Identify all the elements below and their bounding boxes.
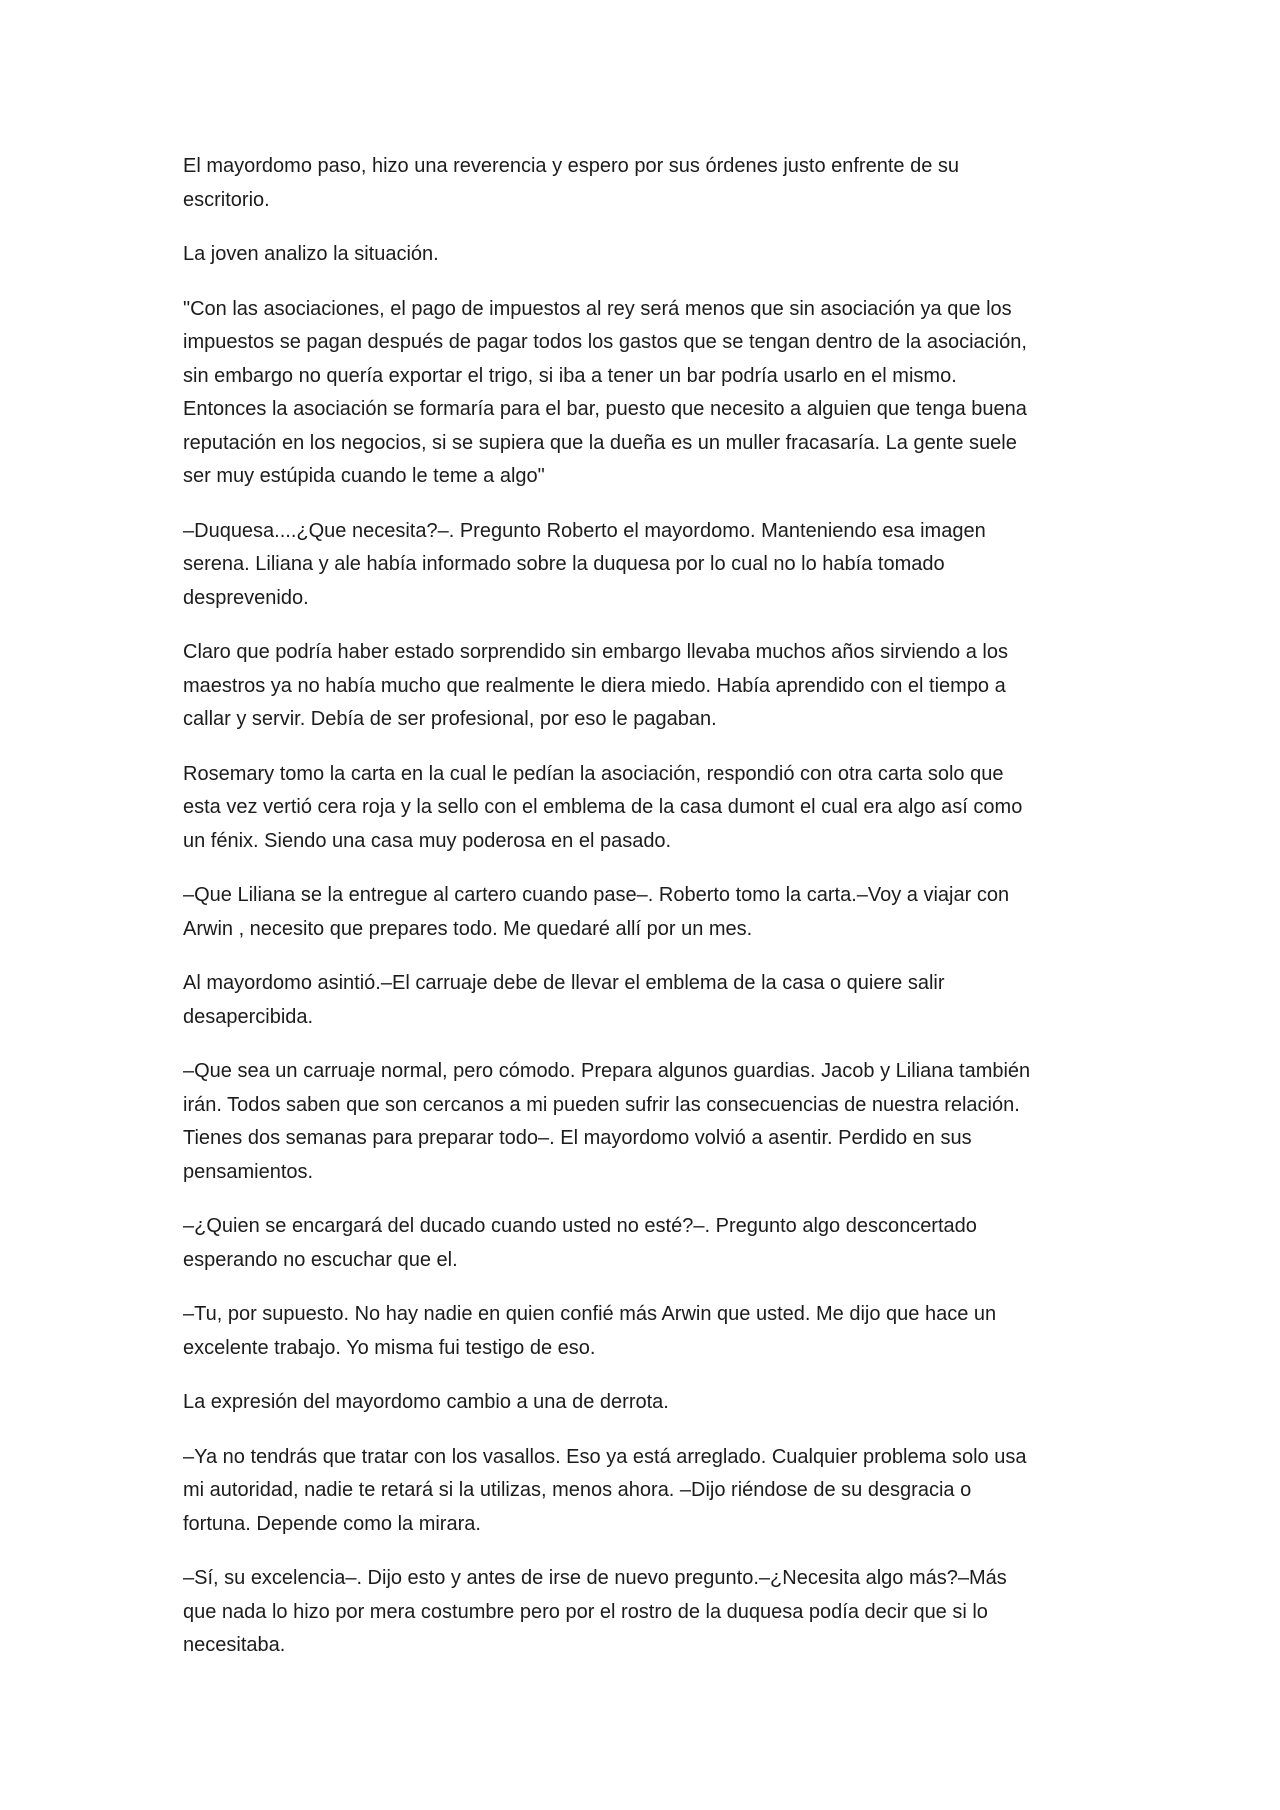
text-line: –Que sea un carruaje normal, pero cómodo. Prepara algunos guardias. Jacob y Liliana también xyxy=(183,1060,1031,1082)
text-line: desapercibida. xyxy=(183,1005,314,1028)
paragraph xyxy=(183,293,1087,494)
text-line: Entonces la asociación se formaría para el bar, puesto que necesito a alguien que tenga buena xyxy=(183,398,1027,420)
text-line: escritorio. xyxy=(183,188,270,211)
text-line: serena. Liliana y ale había informado sobre la duquesa por lo cual no lo había tomado xyxy=(183,553,945,575)
paragraph xyxy=(183,1441,1087,1542)
paragraph xyxy=(183,636,1087,737)
paragraph xyxy=(183,879,1087,946)
paragraph xyxy=(183,1562,1087,1663)
text-line: esta vez vertió cera roja y la sello con el emblema de la casa dumont el cual era algo así como xyxy=(183,796,1023,818)
text-line: –¿Quien se encargará del ducado cuando usted no esté?–. Pregunto algo desconcertado xyxy=(183,1215,977,1237)
paragraph xyxy=(183,1210,1087,1277)
text-line: Claro que podría haber estado sorprendido sin embargo llevaba muchos años sirviendo a los xyxy=(183,641,1008,663)
text-line: Tienes dos semanas para preparar todo–. El mayordomo volvió a asentir. Perdido en sus xyxy=(183,1127,972,1149)
text-line: –Ya no tendrás que tratar con los vasallos. Eso ya está arreglado. Cualquier problema solo usa xyxy=(183,1445,1027,1468)
text-line: sin embargo no quería exportar el trigo, si iba a tener un bar podría usarlo en el mismo. xyxy=(183,364,957,387)
paragraph xyxy=(183,1386,1087,1420)
text-line: un fénix. Siendo una casa muy poderosa en el pasado. xyxy=(183,829,672,852)
text-line: El mayordomo paso, hizo una reverencia y espero por sus órdenes justo enfrente de su xyxy=(183,155,959,177)
paragraph xyxy=(183,967,1087,1034)
text-line: mi autoridad, nadie te retará si la utilizas, menos ahora. –Dijo riéndose de su desgracia o xyxy=(183,1479,972,1501)
text-line: maestros ya no había mucho que realmente le diera miedo. Había aprendido con el tiempo a xyxy=(183,674,1006,697)
paragraph xyxy=(183,150,1087,217)
text-line: Arwin , necesito que prepares todo. Me quedaré allí por un mes. xyxy=(183,917,753,940)
paragraph xyxy=(183,1055,1087,1189)
text-line: –Duquesa....¿Que necesita?–. Pregunto Roberto el mayordomo. Manteniendo esa imagen xyxy=(183,519,986,542)
text-line: ser muy estúpida cuando le teme a algo" xyxy=(183,465,545,487)
text-line: fortuna. Depende como la mirara. xyxy=(183,1512,481,1535)
text-line: irán. Todos saben que son cercanos a mi pueden sufrir las consecuencias de nuestra relación. xyxy=(183,1093,1020,1116)
text-line: esperando no escuchar que el. xyxy=(183,1248,458,1271)
text-line: impuestos se pagan después de pagar todos los gastos que se tengan dentro de la asociación, xyxy=(183,331,1027,353)
paragraph xyxy=(183,238,1087,272)
text-line: pensamientos. xyxy=(183,1160,314,1183)
text-line: reputación en los negocios, si se supiera que la dueña es un muller fracasaría. La gente suele xyxy=(183,431,1017,454)
text-line: –Sí, su excelencia–. Dijo esto y antes de irse de nuevo pregunto.–¿Necesita algo más?–Más xyxy=(183,1567,1007,1589)
text-line: La joven analizo la situación. xyxy=(183,243,439,265)
text-line: Al mayordomo asintió.–El carruaje debe de llevar el emblema de la casa o quiere salir xyxy=(183,972,945,994)
text-line: Rosemary tomo la carta en la cual le pedían la asociación, respondió con otra carta solo que xyxy=(183,762,1004,785)
text-line: –Tu, por supuesto. No hay nadie en quien confié más Arwin que usted. Me dijo que hace un xyxy=(183,1303,997,1325)
text-line: desprevenido. xyxy=(183,586,309,609)
text-line: "Con las asociaciones, el pago de impuestos al rey será menos que sin asociación ya que los xyxy=(183,297,1012,320)
text-line: que nada lo hizo por mera costumbre pero por el rostro de la duquesa podía decir que si lo xyxy=(183,1600,988,1623)
text-line: –Que Liliana se la entregue al cartero cuando pase–. Roberto tomo la carta.–Voy a viajar con xyxy=(183,884,1010,906)
text-line: necesitaba. xyxy=(183,1634,286,1656)
document-page xyxy=(183,150,1087,1684)
text-line: excelente trabajo. Yo misma fui testigo de eso. xyxy=(183,1336,596,1359)
paragraph xyxy=(183,758,1087,859)
paragraph xyxy=(183,1298,1087,1365)
text-line: callar y servir. Debía de ser profesional, por eso le pagaban. xyxy=(183,708,717,730)
text-line: La expresión del mayordomo cambio a una de derrota. xyxy=(183,1391,669,1413)
paragraph xyxy=(183,515,1087,616)
document-body xyxy=(183,150,1087,1663)
